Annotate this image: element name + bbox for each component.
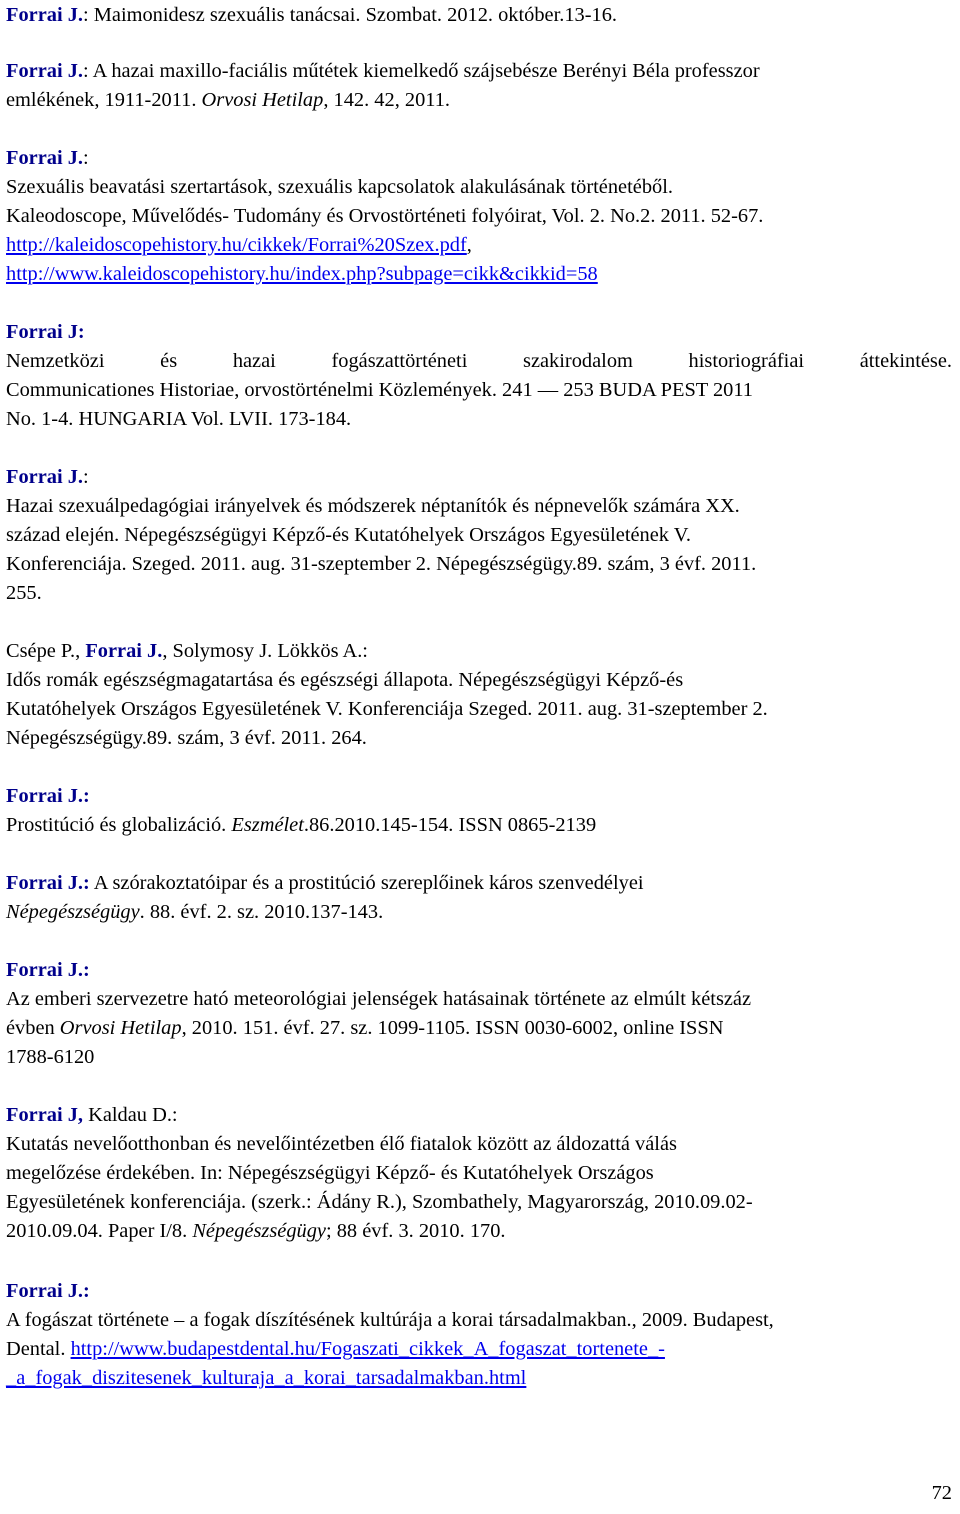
reference-line [6, 1277, 952, 1306]
author-name: Forrai J. [6, 466, 84, 488]
reference-text: emlékének, 1911-2011. [6, 89, 202, 111]
reference-text: Konferenciája. Szeged. 2011. aug. 31-szeptember 2. Népegészségügy.89. szám, 3 évf. 2011. [6, 553, 757, 575]
reference-text: : Maimonidesz szexuális tanácsai. Szombat. 2012. október.13-16. [83, 4, 618, 26]
reference-link[interactable]: http://kaleidoscopehistory.hu/cikkek/Forrai%20Szex.pdf [6, 234, 467, 256]
journal-title: Népegészségügy [192, 1220, 326, 1242]
reference-source: Kaleodoscope, Művelődés- Tudomány és Orvostörténeti folyóirat, Vol. 2. No.2. 2011. 52-67. [6, 205, 764, 227]
journal-title: Orvosi Hetilap [201, 89, 324, 111]
reference-title: Szexuális beavatási szertartások, szexuális kapcsolatok alakulásának történetéből. [6, 176, 673, 198]
author-name: Forrai J. [6, 4, 84, 26]
reference-text: Az emberi szervezetre ható meteorológiai jelenségek hatásainak története az elmúlt kétszáz [6, 988, 752, 1010]
journal-title: Orvosi Hetilap [59, 1017, 182, 1039]
reference-entry [6, 144, 952, 289]
reference-text: ; 88 évf. 3. 2010. 170. [325, 1220, 506, 1242]
journal-title: Eszmélet [231, 814, 304, 836]
reference-line [6, 260, 952, 289]
author-name: Forrai J.: [6, 872, 90, 894]
reference-text: , [466, 234, 472, 256]
reference-text: Népegészségügy.89. szám, 3 évf. 2011. 264. [6, 727, 367, 749]
reference-entry [6, 1277, 952, 1393]
reference-line [6, 86, 952, 115]
author-name: Forrai J. [85, 640, 163, 662]
reference-text: Dental. [6, 1338, 71, 1360]
co-authors: Csépe P., [6, 640, 86, 662]
author-suffix: : [83, 147, 89, 169]
reference-line [6, 1, 952, 30]
reference-line [6, 463, 952, 492]
reference-entry [6, 782, 952, 840]
reference-link[interactable]: http://www.kaleidoscopehistory.hu/index.php?subpage=cikk&cikkid=58 [6, 263, 598, 285]
reference-line [6, 898, 952, 927]
reference-text: .86.2010.145-154. ISSN 0865-2139 [303, 814, 597, 836]
reference-entry [6, 463, 952, 608]
reference-text: Nemzetközi és hazai fogászattörténeti szakirodalom historiográfiai áttekintése. [6, 350, 952, 372]
reference-text: 255. [6, 582, 42, 604]
reference-text: Hazai szexuálpedagógiai irányelvek és módszerek néptanítók és népnevelők számára XX. [6, 495, 740, 517]
reference-link[interactable]: http://www.budapestdental.hu/Fogaszati_cikkek_A_fogaszat_tortenete_- [70, 1338, 665, 1360]
reference-text: Kutatóhelyek Országos Egyesületének V. Konferenciája Szeged. 2011. aug. 31-szeptember 2. [6, 698, 768, 720]
reference-line [6, 144, 952, 173]
reference-line [6, 956, 952, 985]
co-authors: Kaldau D.: [83, 1104, 178, 1126]
reference-text: , 2010. 151. évf. 27. sz. 1099-1105. ISSN 0030-6002, online ISSN [181, 1017, 724, 1039]
reference-line [6, 1364, 952, 1393]
reference-line [6, 637, 952, 666]
author-name: Forrai J.: [6, 1280, 90, 1302]
reference-entry [6, 318, 952, 434]
author-name: Forrai J.: [6, 785, 90, 807]
author-name: Forrai J. [6, 147, 84, 169]
reference-text: Idős romák egészségmagatartása és egészségi állapota. Népegészségügyi Képző-és [6, 669, 684, 691]
reference-entry [6, 637, 952, 753]
co-authors: , Solymosy J. Lökkös A.: [162, 640, 368, 662]
reference-line [6, 1217, 952, 1246]
reference-entry [6, 1, 952, 30]
reference-line [6, 231, 952, 260]
reference-line [6, 1014, 952, 1043]
reference-line [6, 318, 952, 347]
reference-line [6, 1335, 952, 1364]
reference-line [6, 57, 952, 86]
reference-text: Egyesületének konferenciája. (szerk.: Ádány R.), Szombathely, Magyarország, 2010.09.02- [6, 1191, 753, 1213]
reference-text: évben [6, 1017, 60, 1039]
reference-text: 2010.09.04. Paper I/8. [6, 1220, 193, 1242]
reference-text: megelőzése érdekében. In: Népegészségügyi Képző- és Kutatóhelyek Országos [6, 1162, 654, 1184]
author-suffix: : [83, 466, 89, 488]
reference-text: A szórakoztatóipar és a prostitúció szereplőinek káros szenvedélyei [89, 872, 644, 894]
reference-text: század elején. Népegészségügyi Képző-és Kutatóhelyek Országos Egyesületének V. [6, 524, 691, 546]
reference-text: Prostitúció és globalizáció. [6, 814, 232, 836]
reference-text: Communicationes Historiae, orvostörténelmi Közlemények. 241 — 253 BUDA PEST 2011 [6, 379, 754, 401]
reference-line [6, 1101, 952, 1130]
reference-line [6, 869, 952, 898]
reference-line [6, 782, 952, 811]
reference-text: , 142. 42, 2011. [323, 89, 451, 111]
journal-title: Népegészségügy [6, 901, 140, 923]
reference-entry [6, 956, 952, 1072]
page-number: 72 [931, 1482, 952, 1504]
author-name: Forrai J. [6, 60, 84, 82]
reference-entry [6, 57, 952, 115]
reference-text: : A hazai maxillo-faciális műtétek kiemelkedő szájsebésze Berényi Béla professzor [83, 60, 760, 82]
reference-line [6, 811, 952, 840]
reference-entry [6, 1101, 952, 1246]
reference-text: No. 1-4. HUNGARIA Vol. LVII. 173-184. [6, 408, 352, 430]
reference-link[interactable]: _a_fogak_diszitesenek_kulturaja_a_korai_tarsadalmakban.html [6, 1367, 527, 1389]
author-name: Forrai J, [6, 1104, 84, 1126]
reference-text: A fogászat története – a fogak díszítésének kultúrája a korai társadalmakban., 2009. Budapest, [6, 1309, 774, 1331]
reference-entry [6, 869, 952, 927]
reference-text: Kutatás nevelőotthonban és nevelőintézetben élő fiatalok között az áldozattá válás [6, 1133, 677, 1155]
reference-text: . 88. évf. 2. sz. 2010.137-143. [139, 901, 384, 923]
author-name: Forrai J: [6, 321, 85, 343]
reference-text: 1788-6120 [6, 1046, 95, 1068]
author-name: Forrai J.: [6, 959, 90, 981]
